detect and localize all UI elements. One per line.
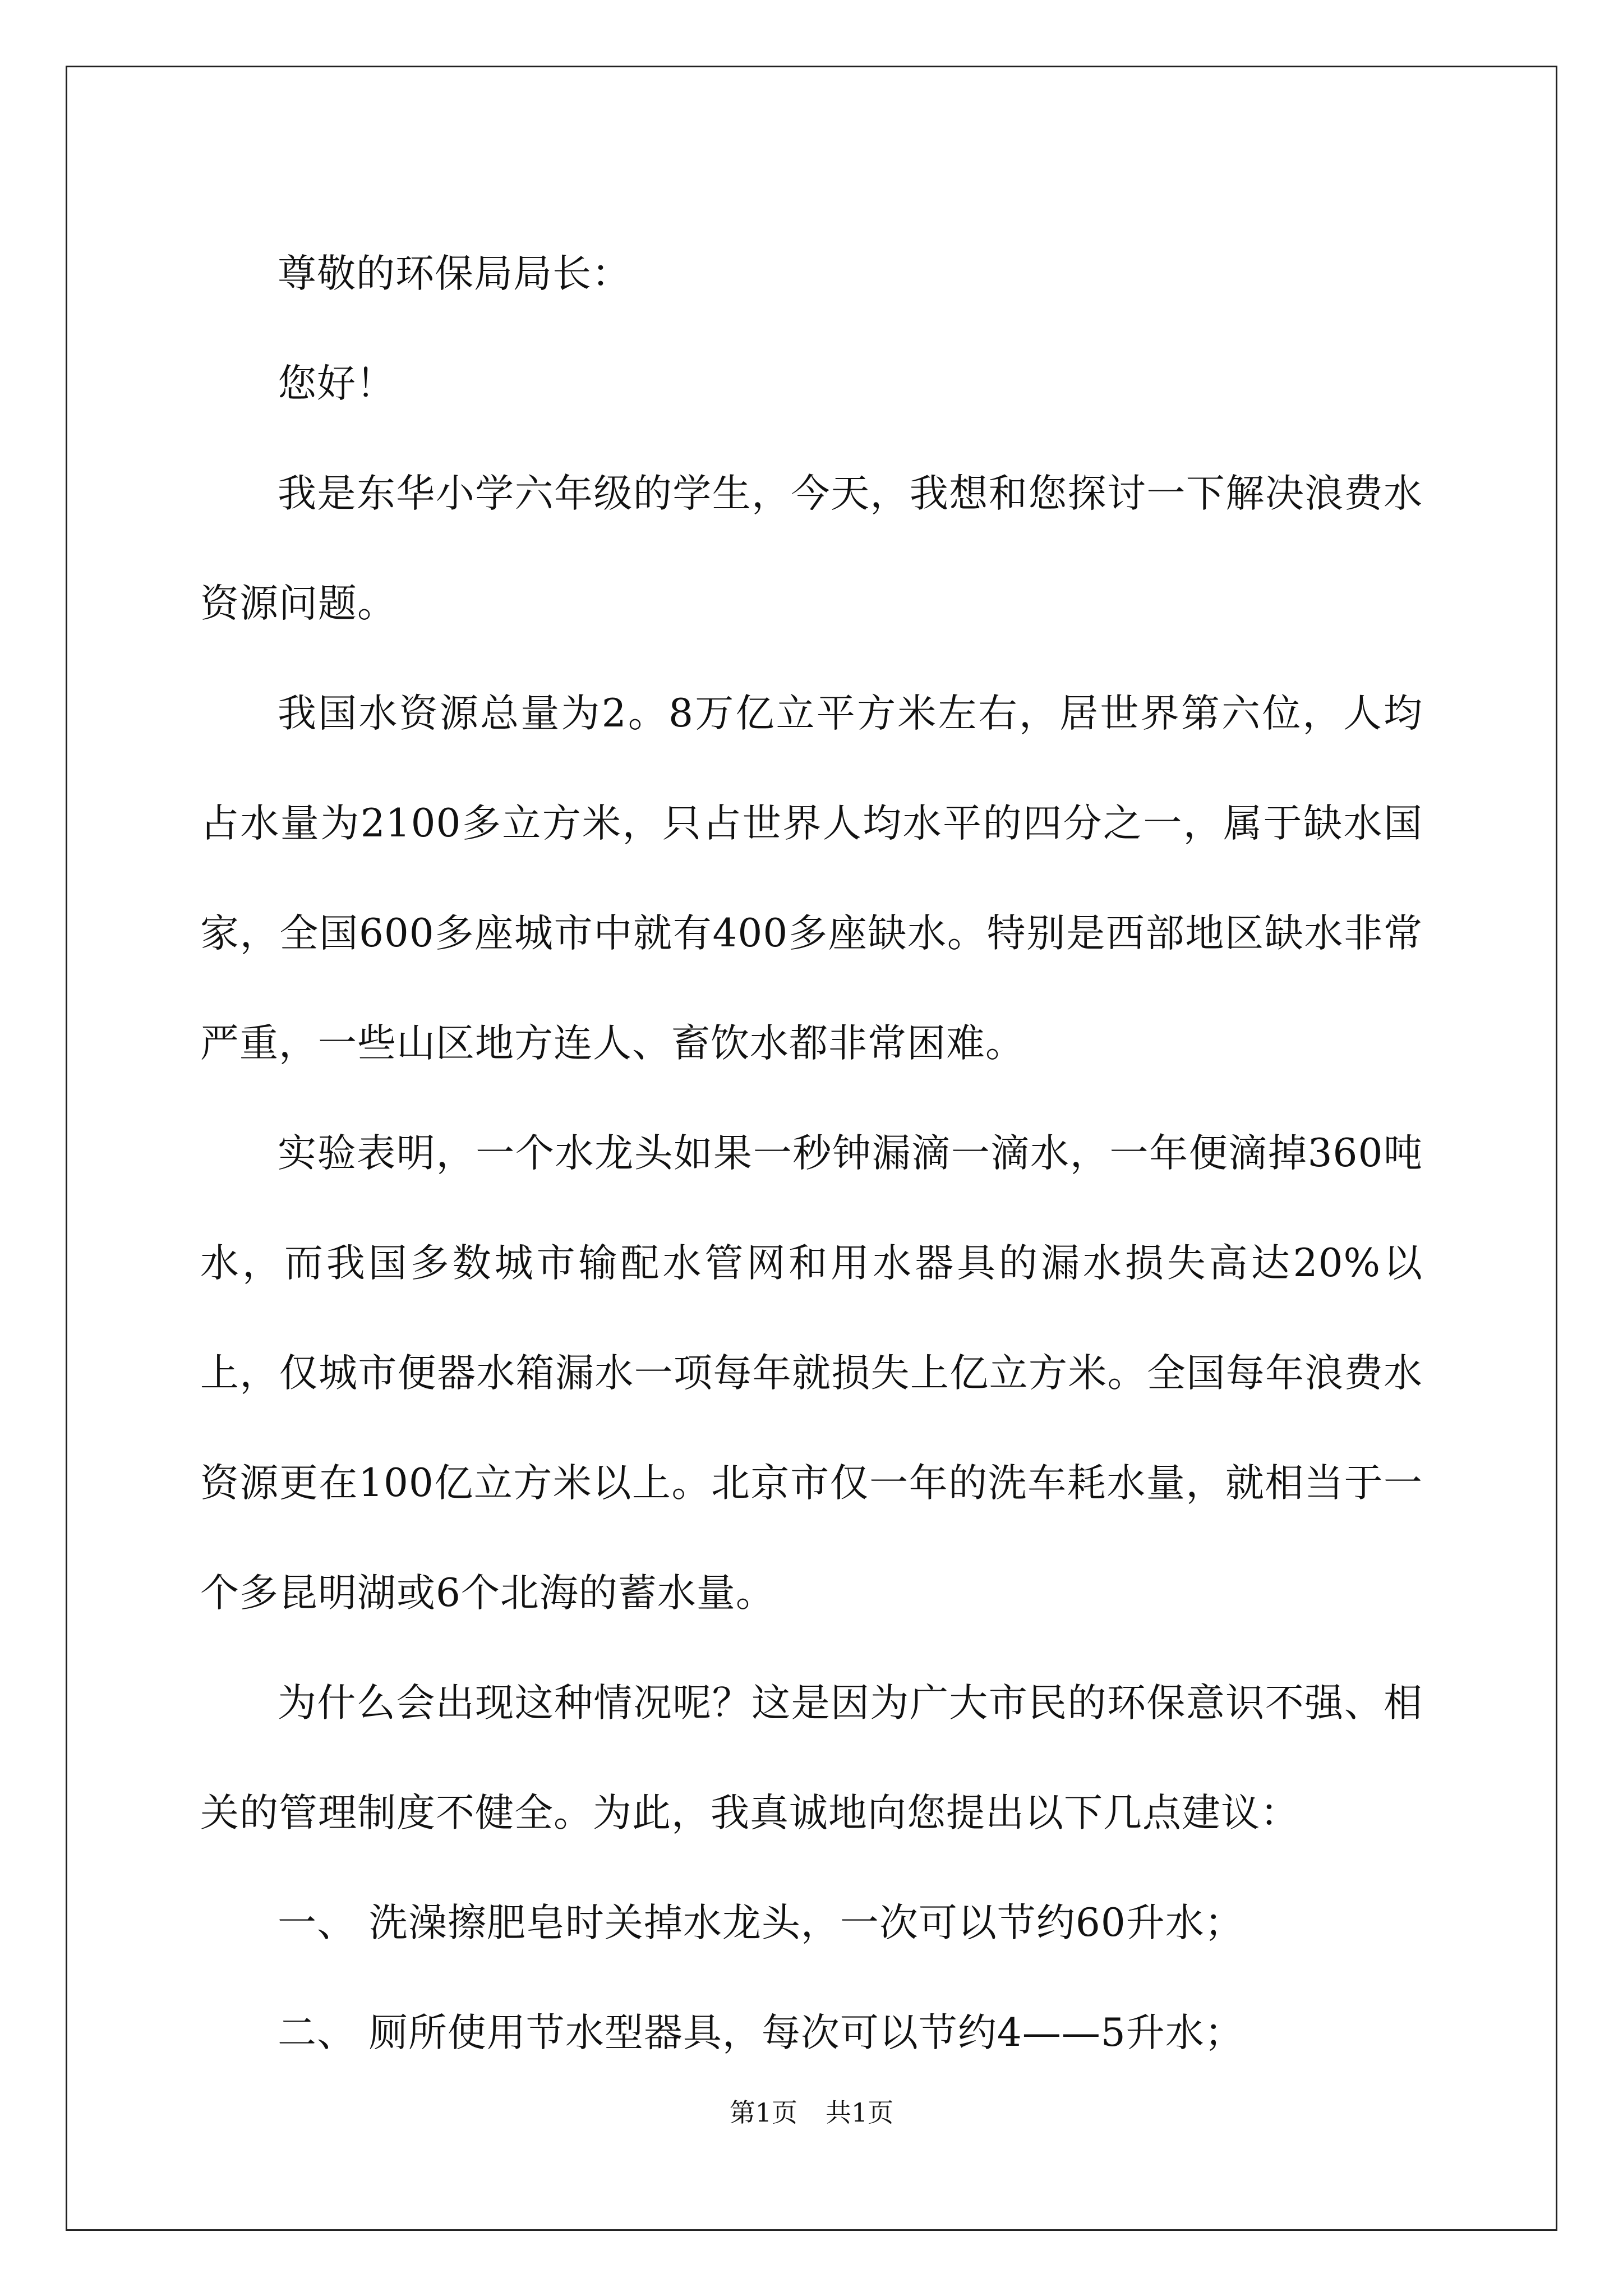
paragraph: 为什么会出现这种情况呢？这是因为广大市民的环保意识不强、相关的管理制度不健全。为此，我真诚地向您提出以下几点建议： xyxy=(200,1681,1423,1835)
paragraph: 我是东华小学六年级的学生，今天，我想和您探讨一下解决浪费水资源问题。 xyxy=(200,471,1423,626)
page-total: 共1页 xyxy=(826,2097,894,2128)
page-footer xyxy=(0,2092,1623,2129)
page-current: 第1页 xyxy=(729,2097,797,2128)
suggestion-item: 二、 厕所使用节水型器具，每次可以节约4——5升水； xyxy=(278,2010,1244,2055)
salutation: 尊敬的环保局局长： xyxy=(278,251,631,296)
greeting: 您好！ xyxy=(278,361,395,406)
suggestion-item: 一、 洗澡擦肥皂时关掉水龙头，一次可以节约60升水； xyxy=(278,1901,1244,1945)
paragraph: 我国水资源总量为2。8万亿立平方米左右，居世界第六位，人均占水量为2100多立方米，只占世界人均水平的四分之一，属于缺水国家，全国600多座城市中就有400多座缺水。特别是西部地区缺水非常严重，一些山区地方连人、畜饮水都非常困难。 xyxy=(200,691,1423,1066)
paragraph: 实验表明，一个水龙头如果一秒钟漏滴一滴水，一年便滴掉360吨水，而我国多数城市输配水管网和用水器具的漏水损失高达20%以上，仅城市便器水箱漏水一项每年就损失上亿立方米。全国每年浪费水资源更在100亿立方米以上。北京市仅一年的洗车耗水量，就相当于一个多昆明湖或6个北海的蓄水量。 xyxy=(200,1131,1423,1616)
letter-body xyxy=(200,219,1423,2088)
